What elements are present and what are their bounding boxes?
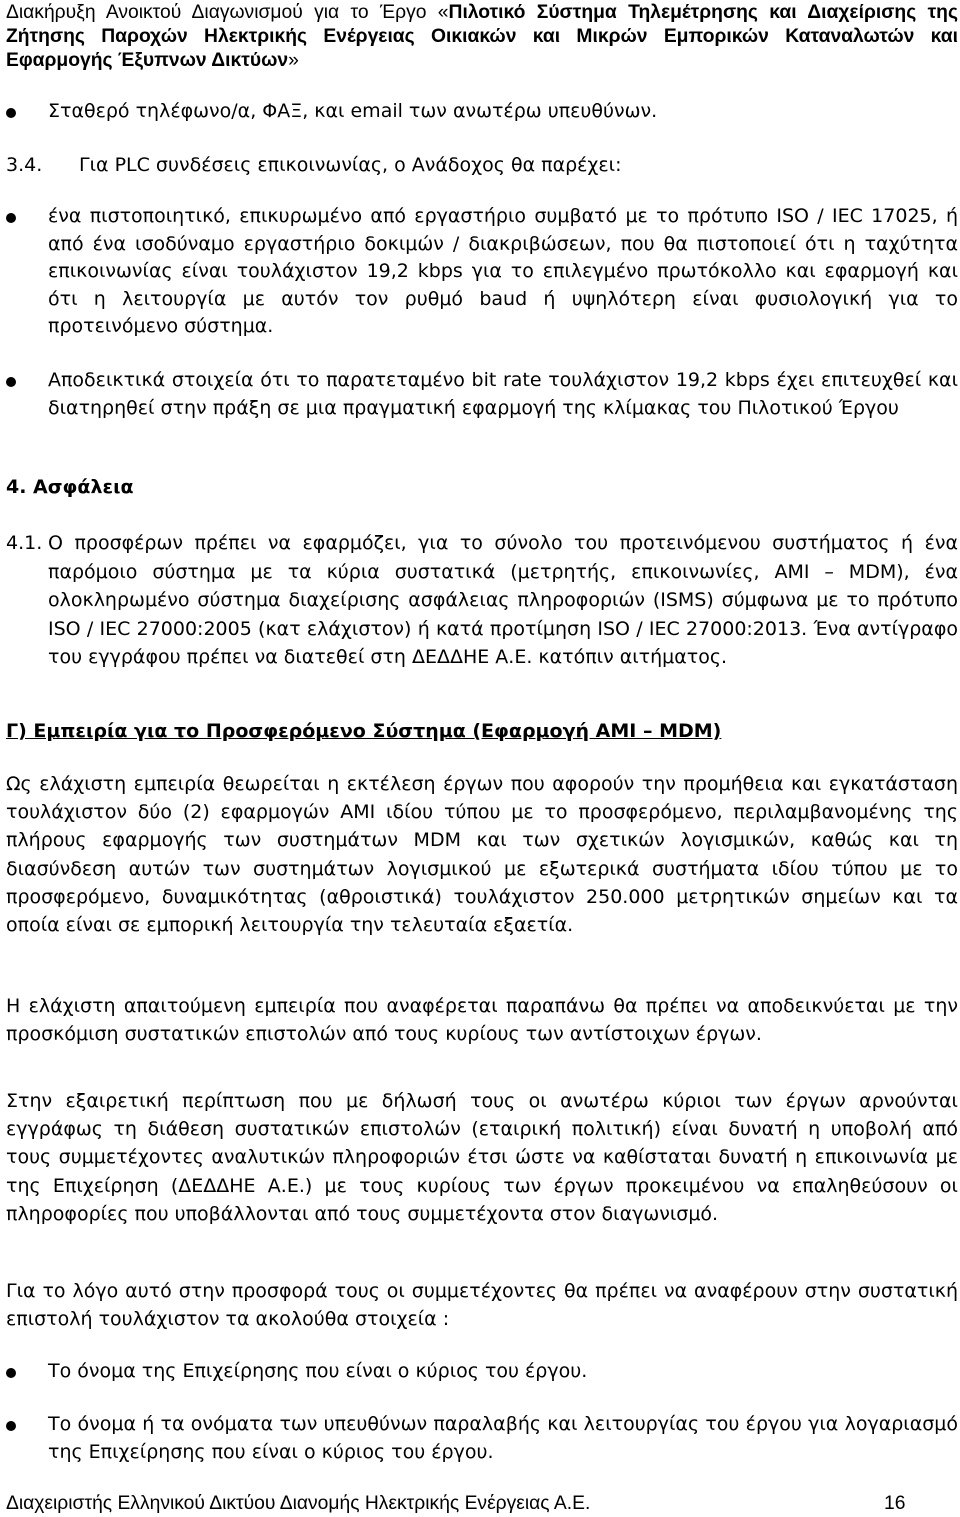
section-text: Για PLC συνδέσεις επικοινωνίας, ο Ανάδοχος θα παρέχει:	[79, 154, 622, 176]
paragraph: Για το λόγο αυτό στην προσφορά τους οι συμμετέχοντες θα πρέπει να αναφέρουν στην συστατική επιστολή τουλάχιστον τα ακολούθα στοιχεία :	[6, 1280, 958, 1331]
page-number: 16	[884, 1493, 906, 1514]
bullet-marker	[6, 108, 16, 118]
page-footer	[6, 1492, 958, 1516]
paragraph: Ως ελάχιστη εμπειρία θεωρείται η εκτέλεση έργων που αφορούν την προμήθεια και εγκατάσταση τουλάχιστον δύο (2) εφαρμογών AMI ιδίου τύπου με το προσφερόμενο, περιλαμβανομένης της πλήρους εφαρμογής των συστημάτων MDM και των σχετικών λογισμικών, καθώς και τη διασύνδεση αυτών των συστημάτων λογισμικού με εξωτερικά συστήματα ιδίου τύπου με το προσφερόμενο, δυναμικότητας (αθροιστικά) τουλάχιστον 250.000 μετρητικών σημείων και τα οποία είναι σε εμπορική λειτουργία την τελευταία εξαετία.	[6, 773, 958, 937]
section-text: Ο προσφέρων πρέπει να εφαρμόζει, για το σύνολο του προτεινόμενου συστήματος ή ένα παρόμοιο σύστημα με τα κύρια συστατικά (μετρητής, επικοινωνίες, AMI – MDM), ένα ολοκληρωμένο σύστημα διαχείρισης ασφάλειας πληροφοριών (ISMS) σύμφωνα με το πρότυπο ISO / IEC 27000:2005 (κατ ελάχιστον) ή κατά προτίμηση ISO / IEC 27000:2013. Ένα αντίγραφο του εγγράφου πρέπει να διατεθεί στη ΔΕΔΔΗΕ Α.Ε. κατόπιν αιτήματος.	[48, 532, 958, 668]
list-item: Το όνομα ή τα ονόματα των υπευθύνων παραλαβής και λειτουργίας του έργου για λογαριασμό της Επιχείρησης που είναι ο κύριος του έργου.	[48, 1413, 958, 1463]
section-number: 4.1.	[6, 532, 43, 554]
paragraph: Στην εξαιρετική περίπτωση που με δήλωσή τους οι ανωτέρω κύριοι των έργων αρνούνται εγγράφως τη διάθεση συστατικών επιστολών (εταιρική πολιτική) είναι δυνατή η υποβολή από τους συμμετέχοντες αναλυτικών πληροφοριών έτσι ώστε να καθίσταται δυνατή η επικοινωνία με της Επιχείρηση (ΔΕΔΔΗΕ Α.Ε.) με τους κυρίους των έργων προκειμένου να επαληθεύσουν οι πληροφορίες που υποβάλλονται από τους συμμετέχοντα στον διαγωνισμό.	[6, 1090, 958, 1225]
list-item: ένα πιστοποιητικό, επικυρωμένο από εργαστήριο συμβατό με το πρότυπο ISO / IEC 17025, ή από ένα ισοδύναμο εργαστήριο δοκιμών / διακριβώσεων, που θα πιστοποιεί ότι η ταχύτητα επικοινωνίας είναι τουλάχιστον 19,2 kbps για το επιλεγμένο πρωτόκολλο και εφαρμογή και ότι η λειτουργία με αυτόν τον ρυθμό baud ή υψηλότερη είναι φυσιολογική για το προτεινόμενο σύστημα.	[48, 205, 958, 337]
list-item: Σταθερό τηλέφωνο/α, ΦΑΞ, και email των ανωτέρω υπευθύνων.	[48, 100, 658, 122]
section-heading: Γ) Εμπειρία για το Προσφερόμενο Σύστημα (Εφαρμογή AMI – MDM)	[6, 720, 722, 742]
bullet-marker	[6, 1368, 16, 1378]
list-item: Αποδεικτικά στοιχεία ότι το παρατεταμένο bit rate τουλάχιστον 19,2 kbps έχει επιτευχθεί και διατηρηθεί στην πράξη σε μια πραγματική εφαρμογή της κλίμακας του Πιλοτικού Έργου	[48, 369, 958, 419]
bullet-marker	[6, 377, 16, 387]
section-heading: 4. Ασφάλεια	[6, 476, 134, 498]
bullet-marker	[6, 1421, 16, 1431]
section-number: 3.4.	[6, 154, 43, 176]
header-suffix: »	[288, 50, 299, 71]
header-project-title: Πιλοτικό Σύστημα Τηλεμέτρησης και Διαχείρισης της Ζήτησης Παροχών Ηλεκτρικής Ενέργειας Οικιακών και Μικρών Εμπορικών Καταναλωτών και Εφαρμογής Έξυπνων Δικτύων	[6, 2, 958, 71]
paragraph: Η ελάχιστη απαιτούμενη εμπειρία που αναφέρεται παραπάνω θα πρέπει να αποδεικνύεται με την προσκόμιση συστατικών επιστολών από τους κυρίους των αντίστοιχων έργων.	[6, 995, 958, 1046]
header-prefix: Διακήρυξη Ανοικτού Διαγωνισμού για το Έργο «	[6, 2, 449, 23]
list-item: Το όνομα της Επιχείρησης που είναι ο κύριος του έργου.	[48, 1360, 588, 1382]
footer-company: Διαχειριστής Ελληνικού Δικτύου Διανομής Ηλεκτρικής Ενέργειας Α.Ε.	[6, 1493, 591, 1514]
page-header	[6, 1, 958, 73]
bullet-marker	[6, 213, 16, 223]
